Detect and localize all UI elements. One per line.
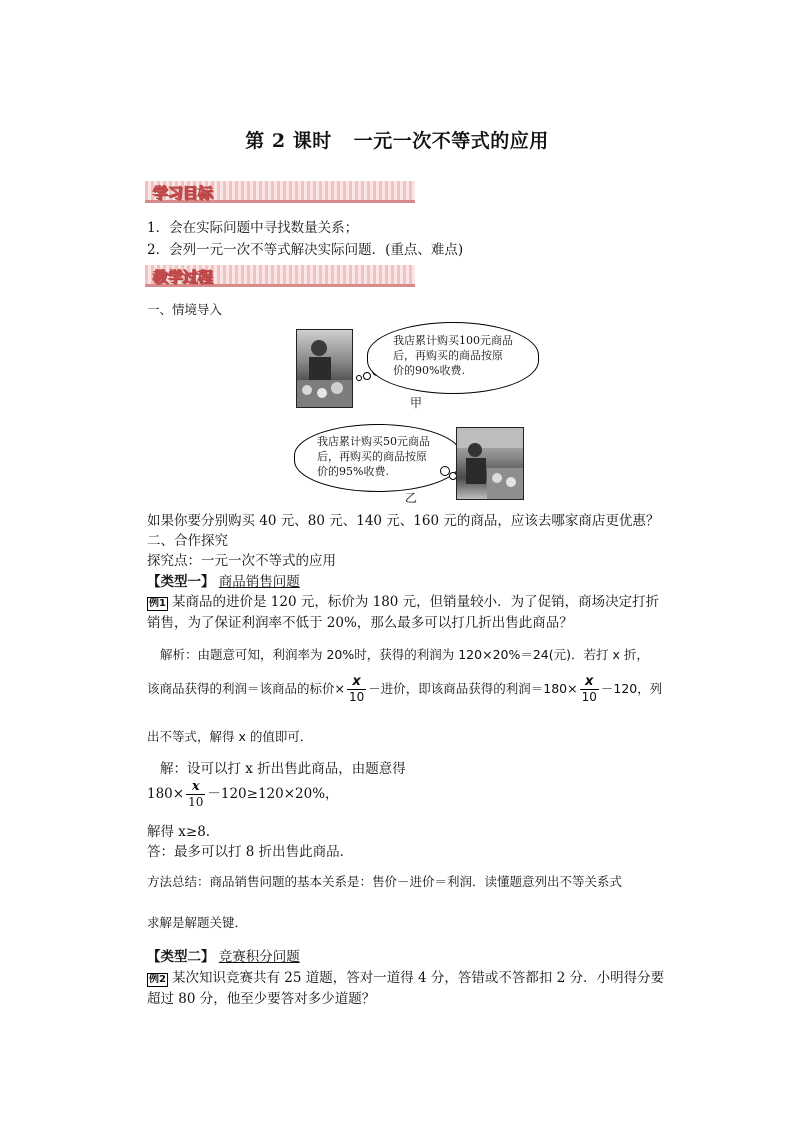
fraction-x-over-10 <box>580 674 599 705</box>
analysis-line2-b: －进价，即该商品获得的利润＝180× <box>368 681 578 696</box>
shopkeeper-yi-photo <box>456 427 524 500</box>
example1-line1: 某商品的进价是 120 元，标价为 180 元，但销量较小．为了促销，商场决定打折 <box>171 594 660 610</box>
thought-dot <box>363 372 371 380</box>
goal-item-2: 2．会列一元一次不等式解决实际问题．(重点、难点) <box>147 242 464 258</box>
analysis-line3: 出不等式，解得 x 的值即可． <box>147 729 313 744</box>
example1-badge: 例1 <box>149 598 166 609</box>
solution-line1: 解：设可以打 x 折出售此商品，由题意得 <box>160 761 406 777</box>
goal-item-1: 1．会在实际问题中寻找数量关系； <box>147 220 359 236</box>
goals-banner-label: 学习目标 <box>153 184 214 202</box>
fraction-numerator: x <box>191 779 200 794</box>
label-yi: 乙 <box>405 491 418 505</box>
analysis-line1: 解析：由题意可知，利润率为 20%时，获得的利润为 120×20%＝24(元)．若打 x 折， <box>160 647 649 662</box>
goals-banner <box>145 181 415 203</box>
type1-tag: 【类型一】 <box>147 574 215 590</box>
coop-heading: 二、合作探究 <box>147 533 228 549</box>
fraction-x-over-10 <box>186 779 205 810</box>
speech-text-jia: 我店累计购买100元商品 后，再购买的商品按原 价的90%收费. <box>393 334 513 377</box>
example2-badge: 例2 <box>149 974 166 985</box>
type2-title: 竞赛积分问题 <box>218 949 300 965</box>
method-summary-line1: 方法总结：商品销售问题的基本关系是：售价－进价＝利润．读懂题意列出不等关系式 <box>147 874 623 889</box>
analysis-line2 <box>147 674 662 705</box>
solution-inequality-b: －120≥120×20%， <box>207 786 339 802</box>
analysis-line2-a: 该商品获得的利润＝该商品的标价× <box>147 681 345 696</box>
fraction-x-over-10 <box>347 674 366 705</box>
page-title <box>0 126 794 153</box>
example2-line2: 超过 80 分，他至少要答对多少道题？ <box>147 991 376 1007</box>
type2-heading <box>147 945 300 965</box>
method-summary-line2: 求解是解题关键． <box>147 915 248 930</box>
label-jia: 甲 <box>410 396 423 410</box>
example2-line1: 某次知识竞赛共有 25 道题，答对一道得 4 分，答错或不答都扣 2 分．小明得分要 <box>171 970 665 986</box>
fraction-denominator: 10 <box>348 690 365 704</box>
lesson-topic: 一元一次不等式的应用 <box>353 130 549 152</box>
solution-line3: 解得 x≥8. <box>147 824 211 840</box>
intro-heading: 一、情境导入 <box>147 302 223 317</box>
solution-inequality <box>147 779 339 810</box>
type1-title: 商品销售问题 <box>218 574 300 590</box>
fraction-denominator: 10 <box>581 690 597 704</box>
thought-dot <box>356 375 362 381</box>
solution-inequality-a: 180× <box>147 786 185 802</box>
fraction-denominator: 10 <box>188 795 204 809</box>
solution-answer: 答：最多可以打 8 折出售此商品． <box>147 844 354 860</box>
speech-text-yi: 我店累计购买50元商品 后，再购买的商品按原 价的95%收费. <box>317 435 430 478</box>
intro-question: 如果你要分别购买 40 元、80 元、140 元、160 元的商品，应该去哪家商店更优惠？ <box>147 513 660 529</box>
example2 <box>147 966 664 987</box>
analysis-line2-c: －120，列 <box>600 681 663 696</box>
type2-tag: 【类型二】 <box>147 949 215 965</box>
shopkeeper-jia-photo <box>296 329 353 408</box>
example1 <box>147 590 659 611</box>
type1-heading <box>147 570 300 590</box>
fraction-numerator: x <box>585 674 594 689</box>
process-banner-label: 教学过程 <box>153 268 214 286</box>
explore-point: 探究点：一元一次不等式的应用 <box>147 553 336 569</box>
example1-line2: 销售，为了保证利润率不低于 20%，那么最多可以打几折出售此商品？ <box>147 615 573 631</box>
fraction-numerator: x <box>352 674 361 689</box>
process-banner <box>145 265 415 287</box>
lesson-number: 第 2 课时 <box>245 130 332 152</box>
